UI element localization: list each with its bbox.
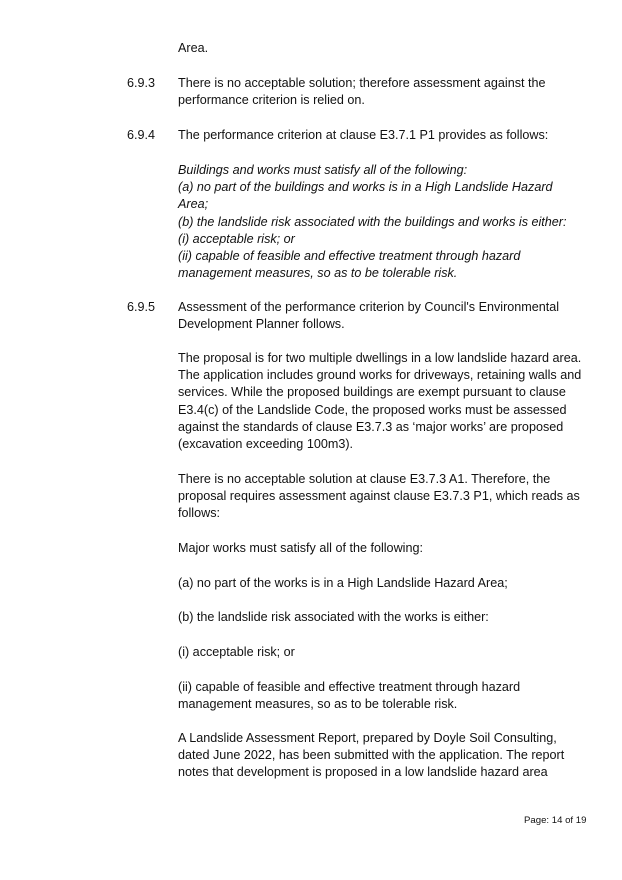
text-line: Major works must satisfy all of the following:: [178, 541, 423, 555]
section-paragraph: [178, 75, 578, 109]
section-paragraph: [178, 127, 578, 144]
text-line: There is no acceptable solution; therefore assessment against the: [178, 76, 546, 90]
text-line: against the standards of clause E3.7.3 as ‘major works’ are proposed: [178, 419, 564, 434]
text-line: (b) the landslide risk associated with the works is either:: [178, 610, 489, 624]
body-paragraph: [178, 644, 578, 661]
text-line: (a) no part of the works is in a High Landslide Hazard Area;: [178, 576, 508, 590]
text-line: The performance criterion at clause E3.7.1 P1 provides as follows:: [178, 128, 549, 142]
text-line: There is no acceptable solution at clause E3.7.3 A1. Therefore, the: [178, 472, 551, 486]
section-number: 6.9.4: [127, 128, 156, 142]
text-line: (i) acceptable risk; or: [178, 645, 295, 659]
quote-line: management measures, so as to be tolerable risk.: [178, 266, 458, 281]
text-line: notes that development is proposed in a low landslide hazard area: [178, 765, 548, 780]
text-line: (excavation exceeding 100m3).: [178, 437, 354, 452]
text-line: E3.4(c) of the Landslide Code, the proposed works must be assessed: [178, 402, 567, 417]
text-line: services. While the proposed buildings are exempt pursuant to clause: [178, 385, 566, 400]
text-line: management measures, so as to be tolerable risk.: [178, 697, 458, 712]
body-paragraph: [178, 609, 578, 626]
body-paragraph: [178, 575, 578, 592]
body-paragraph: [178, 471, 578, 523]
text-line: The proposal is for two multiple dwellings in a low landslide hazard area.: [178, 351, 582, 365]
quote-line: (ii) capable of feasible and effective treatment through hazard: [178, 249, 521, 264]
quote-line: Area;: [178, 197, 209, 212]
text-line: performance criterion is relied on.: [178, 93, 365, 108]
text-line: follows:: [178, 506, 220, 521]
text-line: dated June 2022, has been submitted with the application. The report: [178, 748, 565, 763]
page-number: Page: 14 of 19: [524, 815, 587, 826]
continuation-line: Area.: [178, 41, 209, 55]
section-number: 6.9.5: [127, 300, 156, 314]
text-line: A Landslide Assessment Report, prepared by Doyle Soil Consulting,: [178, 731, 557, 745]
text-line: The application includes ground works for driveways, retaining walls and: [178, 368, 582, 383]
quote-line: (a) no part of the buildings and works is in a High Landslide Hazard: [178, 180, 553, 195]
text-line: (ii) capable of feasible and effective treatment through hazard: [178, 680, 521, 694]
quoted-criterion: [178, 162, 578, 282]
section-paragraph: [178, 299, 578, 333]
quote-line: (b) the landslide risk associated with the buildings and works is either:: [178, 214, 567, 229]
text-line: proposal requires assessment against clause E3.7.3 P1, which reads as: [178, 489, 580, 504]
text-line: Assessment of the performance criterion by Council's Environmental: [178, 300, 560, 314]
body-paragraph: [178, 730, 578, 782]
section-number: 6.9.3: [127, 76, 156, 90]
quote-line: Buildings and works must satisfy all of the following:: [178, 163, 468, 177]
body-paragraph: [178, 679, 578, 713]
text-line: Development Planner follows.: [178, 317, 345, 332]
body-paragraph: [178, 350, 582, 453]
body-paragraph: [178, 540, 578, 557]
continuation-text: [178, 40, 578, 57]
quote-line: (i) acceptable risk; or: [178, 231, 295, 246]
